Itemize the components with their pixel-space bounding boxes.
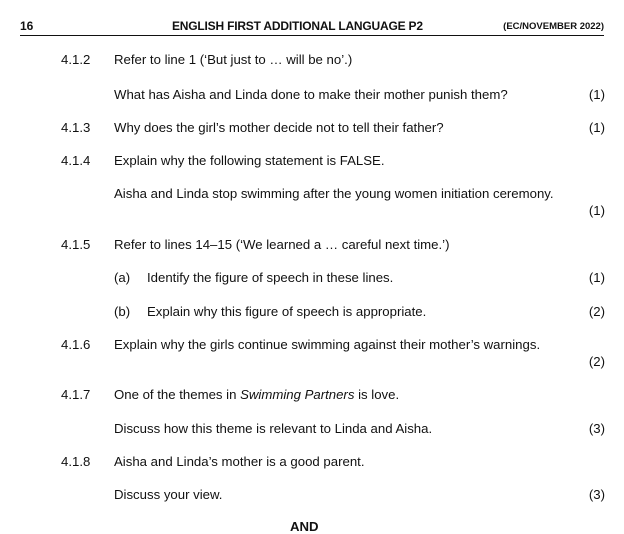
question-number: 4.1.2	[61, 52, 91, 67]
mark-allocation: (3)	[588, 487, 605, 502]
question-number: 4.1.5	[61, 237, 91, 252]
text-title: Swimming Partners	[240, 387, 355, 402]
mark-allocation: (1)	[588, 120, 605, 135]
subpart-text: Explain why this figure of speech is appropriate.	[147, 304, 427, 319]
question-number: 4.1.6	[61, 337, 91, 352]
question-text: Why does the girl’s mother decide not to tell their father?	[114, 120, 444, 135]
page-number: 16	[20, 19, 34, 33]
paper-title: ENGLISH FIRST ADDITIONAL LANGUAGE P2	[172, 19, 423, 33]
question-text: Refer to lines 14–15 (‘We learned a … careful next time.’)	[114, 237, 450, 252]
mark-allocation: (2)	[588, 304, 605, 319]
mark-allocation: (3)	[588, 421, 605, 436]
connector-and: AND	[290, 519, 319, 534]
question-number: 4.1.3	[61, 120, 91, 135]
question-text: Explain why the girls continue swimming against their mother’s warnings.	[114, 337, 541, 352]
mark-allocation: (1)	[588, 270, 605, 285]
question-text: What has Aisha and Linda done to make their mother punish them?	[114, 87, 508, 102]
question-text: Aisha and Linda’s mother is a good parent.	[114, 454, 365, 469]
question-text: Explain why the following statement is FALSE.	[114, 153, 385, 168]
question-number: 4.1.8	[61, 454, 91, 469]
page-header	[20, 18, 604, 36]
question-text: Discuss your view.	[114, 487, 223, 502]
question-text: One of the themes in Swimming Partners is love.	[114, 387, 400, 402]
mark-allocation: (2)	[588, 354, 605, 369]
statement-text: Aisha and Linda stop swimming after the young women initiation ceremony.	[114, 186, 554, 201]
question-text: Refer to line 1 (‘But just to … will be no’.)	[114, 52, 353, 67]
question-text: Discuss how this theme is relevant to Linda and Aisha.	[114, 421, 433, 436]
mark-allocation: (1)	[588, 203, 605, 218]
exam-session: (EC/NOVEMBER 2022)	[503, 21, 604, 32]
subpart-label: (a)	[114, 270, 131, 285]
question-number: 4.1.7	[61, 387, 91, 402]
subpart-text: Identify the figure of speech in these lines.	[147, 270, 394, 285]
subpart-label: (b)	[114, 304, 131, 319]
question-number: 4.1.4	[61, 153, 91, 168]
mark-allocation: (1)	[588, 87, 605, 102]
